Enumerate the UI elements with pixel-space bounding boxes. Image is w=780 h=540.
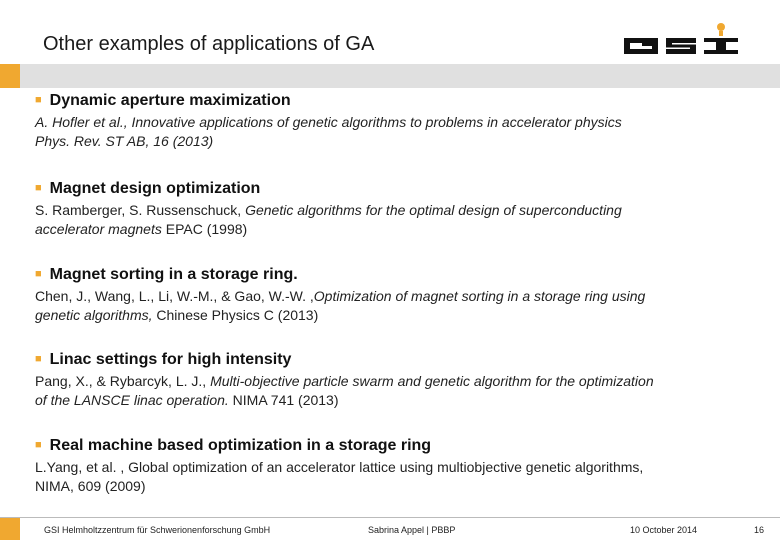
list-item [35,180,765,239]
item-reference: Pang, X., & Rybarcyk, L. J., Multi-objective particle swarm and genetic algorithm for the optimization of the LANSCE linac operation. NIMA 741 (2013) [35,373,654,408]
bullet-icon: ■ [35,353,42,365]
accent-square-bottom [0,518,20,540]
item-heading: ■ Magnet sorting in a storage ring. [35,266,298,283]
item-reference: L.Yang, et al. , Global optimization of an accelerator lattice using multiobjective genetic algorithms, NIMA, 609 (2009) [35,459,644,494]
item-reference: Chen, J., Wang, L., Li, W.-M., & Gao, W.-W. ,Optimization of magnet sorting in a storage ring using genetic algorithms, Chinese Physics C (2013) [35,288,646,323]
footer-author: Sabrina Appel | PBBP [368,525,456,535]
bullet-icon: ■ [35,94,42,106]
footer-divider [0,517,780,518]
item-reference: A. Hofler et al., Innovative applications of genetic algorithms to problems in accelerator physics Phys. Rev. ST AB, 16 (2013) [35,114,622,149]
item-heading: ■ Linac settings for high intensity [35,351,292,368]
gsi-logo [622,20,740,56]
bullet-icon: ■ [35,268,42,280]
slide-title: Other examples of applications of GA [43,33,375,55]
page-number: 16 [754,525,765,535]
bullet-icon: ■ [35,439,42,451]
item-heading: ■ Dynamic aperture maximization [35,92,291,109]
item-heading: ■ Magnet design optimization [35,180,261,197]
item-heading: ■ Real machine based optimization in a storage ring [35,437,432,454]
list-item [35,92,765,151]
list-item [35,266,765,325]
header-band [20,64,780,88]
item-reference: S. Ramberger, S. Russenschuck, Genetic algorithms for the optimal design of superconducting accelerator magnets EPAC (1998) [35,202,622,237]
list-item [35,437,765,496]
list-item [35,351,765,410]
bullet-icon: ■ [35,182,42,194]
accent-square-top [0,64,20,88]
footer-date: 10 October 2014 [630,525,698,535]
footer-organization: GSI Helmholtzzentrum für Schwerionenforschung GmbH [44,525,271,535]
